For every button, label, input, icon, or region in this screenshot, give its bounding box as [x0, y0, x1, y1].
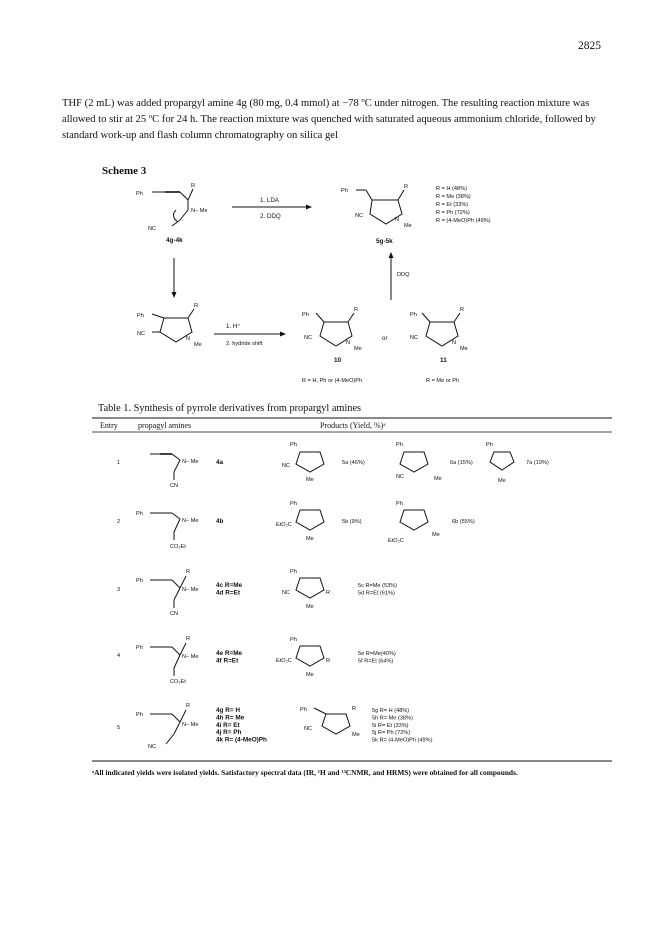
scheme-r-defs-10: R = H, Ph or (4-MeO)Ph	[302, 378, 363, 384]
scheme-step-acid: 1. H⁺	[226, 323, 241, 330]
figure-label: Ph	[136, 511, 143, 517]
intermediate-me: Me	[194, 342, 202, 348]
table-row	[117, 442, 549, 489]
c11-nc: NC	[410, 335, 419, 341]
table-row	[117, 501, 475, 550]
c11-label: 11	[440, 357, 447, 364]
figure-label: Ph	[290, 637, 297, 643]
scheme-intermediate	[137, 303, 202, 348]
figure-label: Me	[498, 478, 506, 484]
scheme-step-lda: 1. LDA	[260, 197, 279, 204]
c11-me: Me	[460, 346, 468, 352]
figure-label: Ph	[136, 645, 143, 651]
figure-label: NC	[148, 744, 157, 750]
figure-label: NC	[282, 590, 291, 596]
scheme-start-nc: NC	[148, 226, 157, 232]
figure-label: Me	[306, 672, 314, 678]
figure-label: N– Me	[182, 459, 199, 465]
scheme-or: or	[382, 335, 388, 342]
header-amines: propagyl amines	[138, 421, 192, 430]
figure-label: 4a	[216, 459, 224, 466]
table-footnote: ᵃAll indicated yields were isolated yields. Satisfactory spectral data (IR, ¹H and ¹³CNMR, and HRMS) were obtained for all compounds.	[92, 768, 518, 777]
scheme-start-label: 4g-4k	[166, 237, 183, 244]
figure-label: Me	[306, 477, 314, 483]
table-row	[117, 569, 397, 617]
figure-label: Ph	[290, 442, 297, 448]
table-caption: Table 1. Synthesis of pyrrole derivatives from propargyl amines	[98, 403, 362, 414]
figure-label: R	[186, 636, 191, 642]
figure-label: R	[186, 569, 191, 575]
figure-label: Me	[306, 604, 314, 610]
yield-r-me: R = Me (38%)	[436, 194, 471, 200]
figure-label: NC	[282, 463, 291, 469]
scheme-step-ddq: 2. DDQ	[260, 213, 281, 220]
scheme-down-arrow-head	[172, 292, 177, 298]
figure-label: 1	[117, 460, 121, 466]
figure-label: Ph	[136, 712, 143, 718]
figure-label: R	[326, 658, 331, 664]
figure-label: 5a (46%)	[342, 460, 365, 466]
scheme-arrow-1-head	[306, 205, 312, 210]
figure-label: CN	[170, 483, 179, 489]
figure-label: EtO₂C	[276, 658, 292, 664]
scheme-title: Scheme 3	[102, 165, 147, 177]
scheme-product-label: 5g-5k	[376, 238, 393, 245]
scheme-compound-10	[302, 307, 362, 364]
figure-label: CN	[170, 611, 179, 617]
scheme-start-structure	[136, 183, 207, 244]
scheme-product-me: Me	[404, 223, 412, 229]
figure-label: N– Me	[182, 587, 199, 593]
figure-label: Me	[432, 532, 440, 538]
figure-label: 6b (55%)	[452, 519, 475, 525]
intermediate-nc: NC	[137, 331, 146, 337]
scheme-start-nme: N– Me	[191, 208, 208, 214]
c11-ph: Ph	[410, 312, 417, 318]
figure-label: 4e R=Me 4f R=Et	[216, 650, 243, 665]
figure-label: EtO₂C	[388, 538, 404, 544]
figure-label: Ph	[300, 707, 307, 713]
figure-label: Ph	[396, 442, 403, 448]
yield-r-ph: R = Ph (72%)	[436, 210, 470, 216]
scheme-product-pyrrole	[341, 184, 412, 245]
c11-r: R	[460, 307, 465, 313]
figure-label: 4	[117, 653, 121, 659]
figure-label: Ph	[396, 501, 403, 507]
scheme-r-defs-11: R = Me or Ph	[426, 378, 460, 384]
figure-label: R	[326, 590, 331, 596]
figure-label: 5b (9%)	[342, 519, 362, 525]
figure-label: 6a (15%)	[450, 460, 473, 466]
intermediate-n: N	[186, 336, 191, 342]
figure-label: 7a (19%)	[526, 460, 549, 466]
c10-label: 10	[334, 357, 342, 364]
figure-label: 4b	[216, 518, 224, 525]
figure-label: N– Me	[182, 654, 199, 660]
figure-label: Ph	[486, 442, 493, 448]
figure-label: Ph	[136, 578, 143, 584]
figure-label: 4c R=Me 4d R=Et	[216, 582, 243, 597]
figure-label: R	[352, 706, 357, 712]
yield-r-meoph: R = (4-MeO)Ph (49%)	[436, 218, 491, 224]
figure-label: R	[186, 703, 191, 709]
c10-nc: NC	[304, 335, 313, 341]
figure-label: N– Me	[182, 722, 199, 728]
c11-n: N	[452, 340, 457, 346]
figure-label: 3	[117, 587, 121, 593]
scheme-product-ph: Ph	[341, 188, 348, 194]
page-number: 2825	[578, 40, 601, 52]
c10-n: N	[346, 340, 351, 346]
scheme-compound-11	[410, 307, 468, 364]
figure-label: 5e R=Me(40%) 5f R=Et (64%)	[358, 651, 396, 665]
figure-label: Ph	[290, 569, 297, 575]
scheme-start-ph: Ph	[136, 191, 143, 197]
scheme-yields	[436, 186, 491, 224]
c10-ph: Ph	[302, 312, 309, 318]
figure-label: Me	[306, 536, 314, 542]
figure-label: 5	[117, 725, 121, 731]
table-row	[117, 703, 433, 750]
scheme-up-arrow-head	[389, 252, 394, 258]
figure-label: Ph	[290, 501, 297, 507]
scheme-product-nc: NC	[355, 213, 364, 219]
scheme-product-n: N	[395, 217, 400, 223]
figure-label: 5g R= H (48%) 5h R= Me (38%) 5i R= Et (33%) 5j R= Ph (72%) 5k R= (4-MeO)Ph (49%)	[372, 708, 433, 744]
figure-label: 2	[117, 519, 121, 525]
figure-label: 4g R= H 4h R= Me 4i R= Et 4j R= Ph 4k R= (4-MeO)Ph	[216, 707, 267, 744]
scheme-ddq-label: DDQ	[397, 272, 410, 278]
figure-label: NC	[396, 474, 405, 480]
scheme-step-shift: 2. hydride shift	[226, 341, 263, 347]
header-entry: Entry	[100, 421, 118, 430]
figure-label: Me	[434, 476, 442, 482]
body-paragraph: THF (2 mL) was added propargyl amine 4g (80 mg, 0.4 mmol) at −78 ºC under nitrogen. The resulting reaction mixture was allowed to stir at 25 ºC for 24 h. The reaction mixture was quenched with saturated aqueous ammonium chloride, followed by standard work-up and flash column chromatography on silica gel	[62, 98, 596, 142]
yield-r-h: R = H (48%)	[436, 186, 467, 192]
scheme-product-r: R	[404, 184, 409, 190]
c10-r: R	[354, 307, 359, 313]
scheme-start-r: R	[191, 183, 196, 189]
intermediate-r: R	[194, 303, 199, 309]
scheme-arrow-2-head	[280, 332, 286, 337]
table-row	[117, 636, 396, 685]
figure-label: EtO₂C	[276, 522, 292, 528]
figure-label: Me	[352, 732, 360, 738]
figure-label: CO₂Et	[170, 544, 186, 550]
header-products: Products (Yield, %)ᵃ	[320, 421, 386, 430]
figure-label: NC	[304, 726, 313, 732]
c10-me: Me	[354, 346, 362, 352]
figure-label: N– Me	[182, 518, 199, 524]
intermediate-ph: Ph	[137, 313, 144, 319]
yield-r-et: R = Et (33%)	[436, 202, 469, 208]
figure-label: 5c R=Me (53%) 5d R=Et (61%)	[358, 583, 398, 597]
figure-label: CO₂Et	[170, 679, 186, 685]
